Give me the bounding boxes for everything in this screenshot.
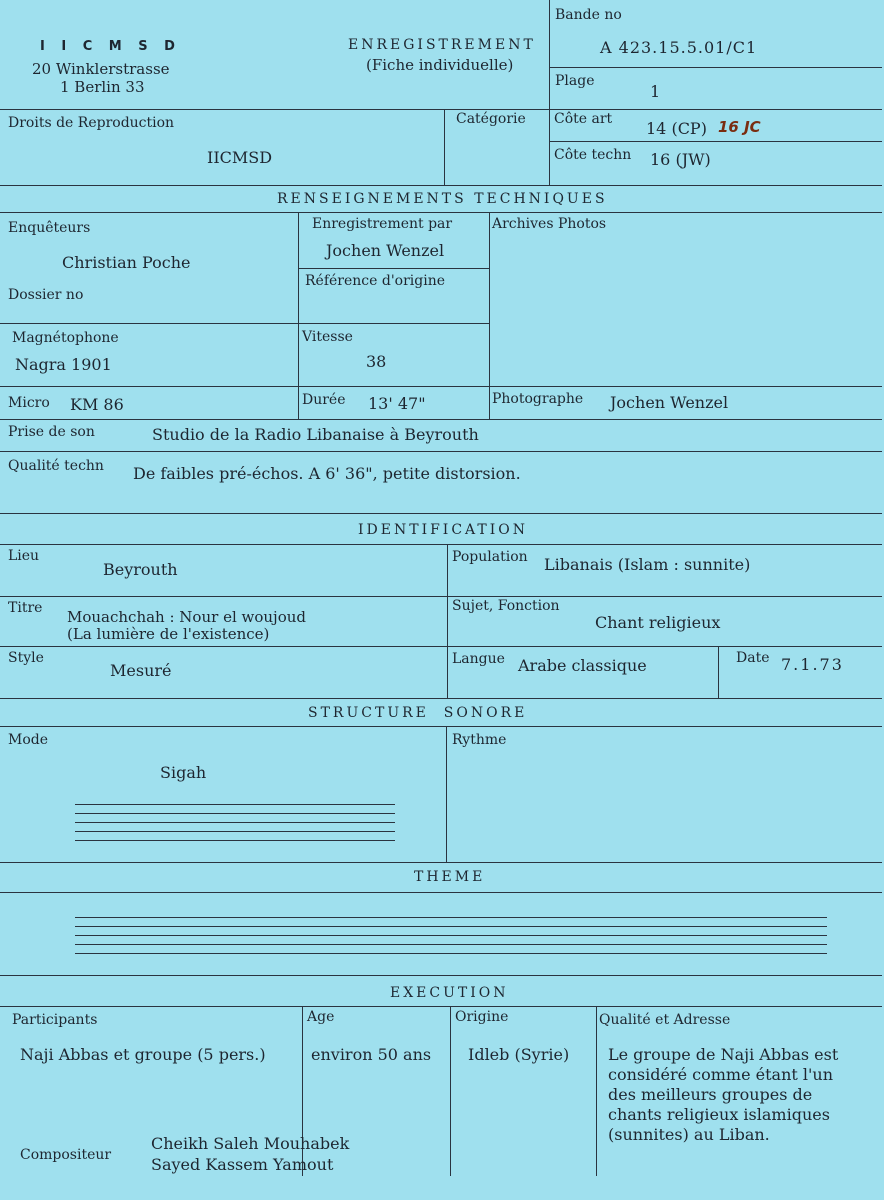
cote-art-handwritten: 16 JC [718, 118, 761, 136]
micro-value: KM 86 [70, 395, 124, 414]
magnetophone-value: Nagra 1901 [15, 355, 112, 374]
rule [0, 419, 882, 420]
sujet-label: Sujet, Fonction [452, 598, 560, 614]
lieu-label: Lieu [8, 548, 40, 564]
qualite-adresse-line: (sunnites) au Liban. [608, 1125, 770, 1144]
section-heading-identification: IDENTIFICATION [358, 522, 528, 538]
cote-techn-value: 16 (JW) [650, 150, 711, 169]
address-line-1: 20 Winklerstrasse [32, 60, 170, 78]
compositeur-name: Cheikh Saleh Mouhabek [151, 1134, 350, 1153]
age-value: environ 50 ans [311, 1045, 432, 1064]
reference-label: Référence d'origine [305, 273, 446, 289]
age-label: Age [307, 1009, 335, 1025]
style-value: Mesuré [110, 661, 172, 680]
cote-art-label: Côte art [554, 111, 613, 127]
population-value: Libanais (Islam : sunnite) [544, 555, 751, 574]
staff-line [75, 831, 395, 832]
photographe-value: Jochen Wenzel [610, 393, 729, 412]
address-line-2: 1 Berlin 33 [60, 78, 145, 96]
qualite-techn-value: De faibles pré-échos. A 6' 36", petite distorsion. [133, 464, 521, 483]
rule [446, 726, 447, 862]
dossier-label: Dossier no [8, 287, 84, 303]
rule [549, 67, 882, 68]
vitesse-label: Vitesse [302, 329, 353, 345]
qualite-adresse-label: Qualité et Adresse [599, 1012, 731, 1028]
rule [0, 862, 882, 863]
duree-value: 13' 47" [368, 394, 426, 413]
rule [549, 141, 882, 142]
staff-line [75, 935, 827, 936]
mode-value: Sigah [160, 763, 207, 782]
rule [0, 596, 882, 597]
rule [298, 212, 299, 419]
rule [0, 212, 882, 213]
qualite-adresse-line: chants religieux islamiques [608, 1105, 830, 1124]
rule [596, 1006, 597, 1176]
qualite-techn-label: Qualité techn [8, 458, 104, 474]
enregistrement-value: Jochen Wenzel [326, 241, 445, 260]
rule [0, 698, 882, 699]
qualite-adresse-line: Le groupe de Naji Abbas est [608, 1045, 839, 1064]
mode-label: Mode [8, 732, 49, 748]
enqueteurs-value: Christian Poche [62, 253, 191, 272]
participants-value: Naji Abbas et groupe (5 pers.) [20, 1045, 266, 1064]
staff-line [75, 804, 395, 805]
style-label: Style [8, 650, 44, 666]
section-heading-technique: RENSEIGNEMENTS TECHNIQUES [277, 191, 608, 207]
langue-label: Langue [452, 651, 505, 667]
compositeur-label: Compositeur [20, 1147, 112, 1163]
origine-value: Idleb (Syrie) [468, 1045, 570, 1064]
droits-value: IICMSD [207, 148, 273, 167]
population-label: Population [452, 549, 528, 565]
staff-line [75, 926, 827, 927]
staff-line [75, 840, 395, 841]
rule [0, 513, 882, 514]
prise-value: Studio de la Radio Libanaise à Beyrouth [152, 425, 479, 444]
cote-art-value: 14 (CP) [646, 119, 707, 138]
rule [0, 646, 882, 647]
section-heading-execution: EXECUTION [390, 985, 509, 1001]
staff-line [75, 822, 395, 823]
compositeur-name: Sayed Kassem Yamout [151, 1155, 334, 1174]
enregistrement-label: Enregistrement par [312, 216, 453, 232]
rule [298, 268, 489, 269]
duree-label: Durée [302, 392, 346, 408]
rule [450, 1006, 451, 1176]
photographe-label: Photographe [492, 391, 584, 407]
magnetophone-label: Magnétophone [12, 330, 119, 346]
vitesse-value: 38 [366, 352, 387, 371]
form-title: ENREGISTREMENT [348, 37, 536, 53]
bande-value: A 423.15.5.01/C1 [600, 38, 758, 57]
rule [0, 892, 882, 893]
rule [0, 323, 489, 324]
qualite-adresse-line: des meilleurs groupes de [608, 1085, 813, 1104]
date-label: Date [736, 650, 770, 666]
droits-label: Droits de Reproduction [8, 115, 175, 131]
rule [0, 185, 882, 186]
titre-value-2: (La lumière de l'existence) [67, 625, 270, 643]
enqueteurs-label: Enquêteurs [8, 220, 91, 236]
rule [549, 0, 550, 185]
cote-techn-label: Côte techn [554, 147, 632, 163]
section-heading-theme: THEME [414, 869, 486, 885]
origine-label: Origine [455, 1009, 509, 1025]
rule [718, 646, 719, 698]
rule [0, 386, 882, 387]
section-heading-structure: STRUCTURE SONORE [308, 705, 528, 721]
staff-line [75, 917, 827, 918]
rule [0, 544, 882, 545]
date-value: 7.1.73 [781, 655, 844, 674]
micro-label: Micro [8, 395, 50, 411]
staff-line [75, 944, 827, 945]
prise-label: Prise de son [8, 424, 95, 440]
categorie-label: Catégorie [456, 111, 526, 127]
org-name: I I C M S D [40, 39, 181, 54]
langue-value: Arabe classique [518, 656, 647, 675]
qualite-adresse-line: considéré comme étant l'un [608, 1065, 834, 1084]
rule [444, 109, 445, 185]
rule [0, 1006, 882, 1007]
bande-label: Bande no [555, 7, 622, 23]
rule [489, 212, 490, 419]
participants-label: Participants [12, 1012, 98, 1028]
rule [0, 109, 882, 110]
staff-line [75, 953, 827, 954]
titre-label: Titre [8, 600, 43, 616]
staff-line [75, 813, 395, 814]
rule [0, 726, 882, 727]
rule [0, 451, 882, 452]
plage-value: 1 [650, 82, 661, 101]
sujet-value: Chant religieux [595, 613, 721, 632]
archives-label: Archives Photos [492, 216, 607, 232]
rule [447, 544, 448, 698]
rule [0, 975, 882, 976]
form-subtitle: (Fiche individuelle) [366, 56, 514, 74]
titre-value-1: Mouachchah : Nour el woujoud [67, 608, 306, 626]
plage-label: Plage [555, 73, 595, 89]
rythme-label: Rythme [452, 732, 507, 748]
lieu-value: Beyrouth [103, 560, 178, 579]
